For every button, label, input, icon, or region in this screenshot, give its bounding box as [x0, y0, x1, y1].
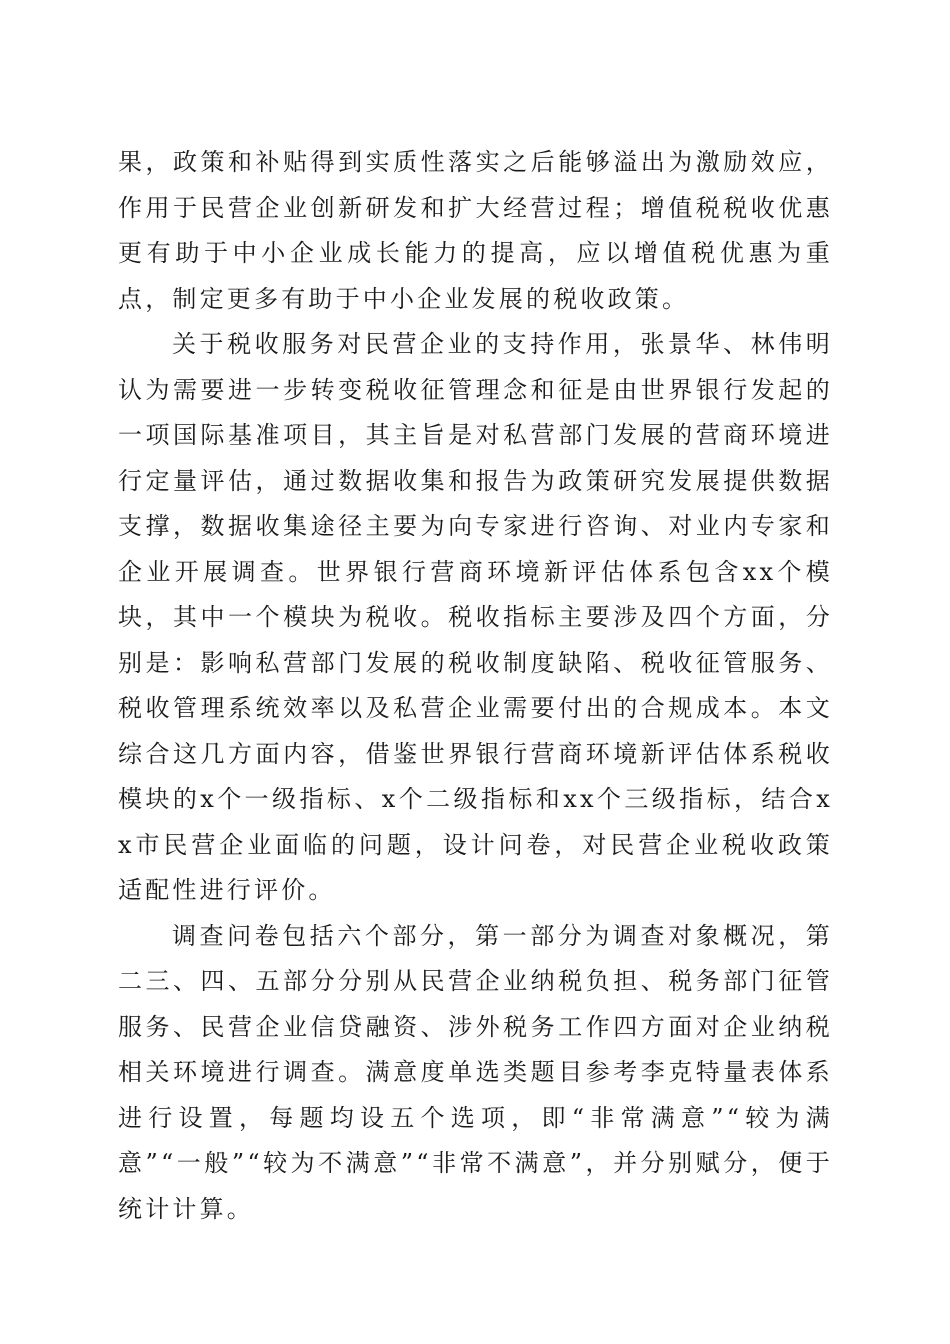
- paragraph-3: 调查问卷包括六个部分，第一部分为调查对象概况，第二三、四、五部分分别从民营企业纳税负担、税务部门征管服务、民营企业信贷融资、涉外税务工作四方面对企业纳税相关环境进行调查。满意度单选类题目参考李克特量表体系进行设置，每题均设五个选项，即“非常满意”“较为满意”“一般”“较为不满意”“非常不满意”，并分别赋分，便于统计计算。: [118, 921, 833, 1223]
- paragraph-2: 关于税收服务对民营企业的支持作用，张景华、林伟明认为需要进一步转变税收征管理念和征是由世界银行发起的一项国际基准项目，其主旨是对私营部门发展的营商环境进行定量评估，通过数据收集和报告为政策研究发展提供数据支撑，数据收集途径主要为向专家进行咨询、对业内专家和企业开展调查。世界银行营商环境新评估体系包含xx个模块，其中一个模块为税收。税收指标主要涉及四个方面，分别是：影响私营部门发展的税收制度缺陷、税收征管服务、税收管理系统效率以及私营企业需要付出的合规成本。本文综合这几方面内容，借鉴世界银行营商环境新评估体系税收模块的x个一级指标、x个二级指标和xx个三级指标，结合xx市民营企业面临的问题，设计问卷，对民营企业税收政策适配性进行评价。: [118, 330, 833, 904]
- document-body: [118, 140, 833, 1232]
- paragraph-1: 果，政策和补贴得到实质性落实之后能够溢出为激励效应，作用于民营企业创新研发和扩大经营过程；增值税税收优惠更有助于中小企业成长能力的提高，应以增值税优惠为重点，制定更多有助于中小企业发展的税收政策。: [118, 148, 833, 313]
